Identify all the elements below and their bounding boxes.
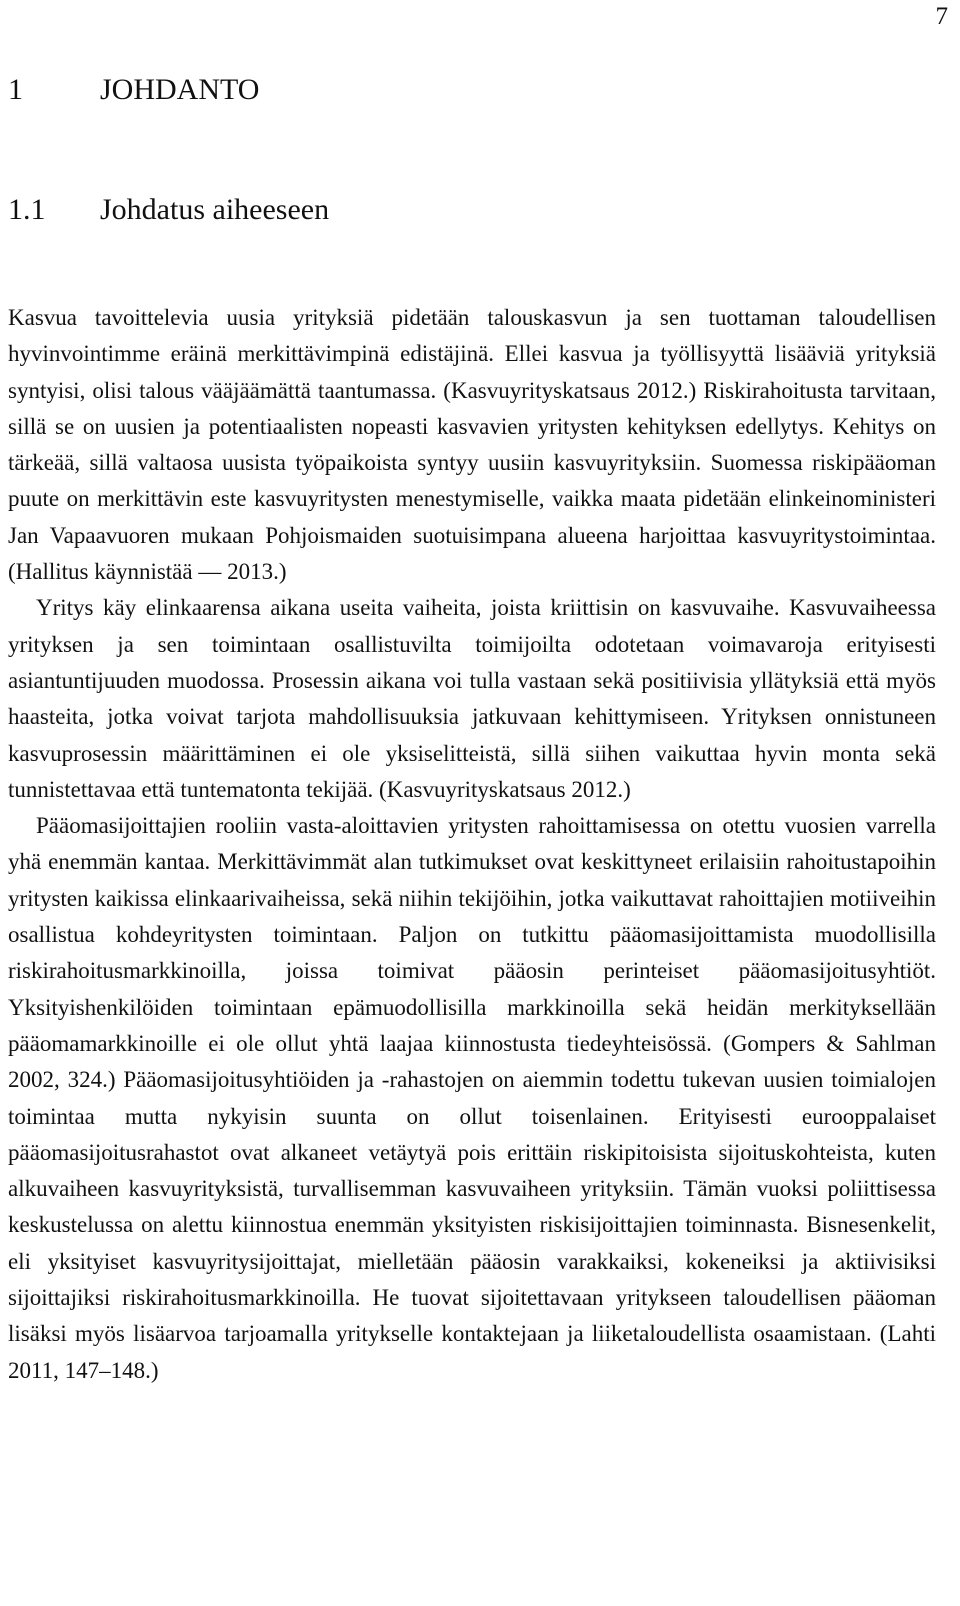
paragraph-2: Yritys käy elinkaarensa aikana useita vaiheita, joista kriittisin on kasvuvaihe. Kasvuvaiheessa yrityksen ja sen toimintaan osallistuvilta toimijoilta odotetaan voimavaroja erityisesti asiantuntijuuden muodossa. Prosessin aikana voi tulla vastaan sekä positiivisia yllätyksiä että myös haasteita, jotka voivat tarjota mahdollisuuksia jatkuvaan kehittymiseen. Yrityksen onnistuneen kasvuprosessin määrittäminen ei ole yksiselitteistä, sillä siihen vaikuttaa hyvin monta sekä tunnistettavaa että tuntematonta tekijää. (Kasvuyrityskatsaus 2012.) bbox=[8, 595, 936, 802]
chapter-number: 1 bbox=[8, 73, 23, 106]
section-heading bbox=[8, 180, 936, 240]
chapter-title: JOHDANTO bbox=[100, 73, 260, 106]
section-title: Johdatus aiheeseen bbox=[100, 193, 330, 226]
paragraph-1: Kasvua tavoittelevia uusia yrityksiä pidetään talouskasvun ja sen tuottaman taloudellisen hyvinvointimme eräinä merkittävimpinä edistäjinä. Ellei kasvua ja työllisyyttä lisääviä yrityksiä syntyisi, olisi talous vääjäämättä taantumassa. (Kasvuyrityskatsaus 2012.) Riskirahoitusta tarvitaan, sillä se on uusien ja potentiaalisten nopeasti kasvavien yritysten kehityksen edellytys. Kehitys on tärkeää, sillä valtaosa uusista työpaikoista syntyy uusiin kasvuyrityksiin. Suomessa riskipääoman puute on merkittävin este kasvuyritysten menestymiselle, vaikka maata pidetään elinkeinoministeri Jan Vapaavuoren mukaan Pohjoismaiden suotuisimpana alueena harjoittaa kasvuyritystoimintaa. (Hallitus käynnistää –– 2013.) bbox=[8, 305, 936, 585]
section-number: 1.1 bbox=[8, 193, 46, 226]
page-content bbox=[8, 60, 936, 1389]
body-text bbox=[8, 300, 936, 1389]
chapter-heading bbox=[8, 60, 936, 120]
paragraph-3: Pääomasijoittajien rooliin vasta-aloittavien yritysten rahoittamisessa on otettu vuosien varrella yhä enemmän kantaa. Merkittävimmät alan tutkimukset ovat keskittyneet erilaisiin rahoitustapoihin yritysten kaikissa elinkaarivaiheissa, sekä niihin tekijöihin, jotka vaikuttavat rahoittajien motiiveihin osallistua kohdeyritysten toimintaan. Paljon on tutkittu pääomasijoittamista muodollisilla riskirahoitusmarkkinoilla, joissa toimivat pääosin perinteiset pääomasijoitusyhtiöt. Yksityishenkilöiden toimintaan epämuodollisilla markkinoilla sekä heidän merkityksellään pääomamarkkinoille ei ole ollut yhtä laajaa kiinnostusta tiedeyhteisössä. (Gompers & Sahlman 2002, 324.) Pääomasijoitusyhtiöiden ja -rahastojen on aiemmin todettu tukevan uusien toimialojen toimintaa mutta nykyisin suunta on ollut toisenlainen. Erityisesti eurooppalaiset pääomasijoitusrahastot ovat alkaneet vetäytyä pois erittäin riskipitoisista sijoituskohteista, kuten alkuvaiheen kasvuyrityksistä, turvallisemman kasvuvaiheen yrityksiin. Tämän vuoksi poliittisessa keskustelussa on alettu kiinnostua enemmän yksityisten riskisijoittajien toiminnasta. Bisnesenkelit, eli yksityiset kasvuyritysijoittajat, mielletään pääosin varakkaiksi, kokeneiksi ja aktiivisiksi sijoittajiksi riskirahoitusmarkkinoilla. He tuovat sijoitettavaan yritykseen taloudellisen pääoman lisäksi myös lisäarvoa tarjoamalla yritykselle kontaktejaan ja liiketaloudellista osaamistaan. (Lahti 2011, 147–148.) bbox=[8, 813, 936, 1383]
page-number: 7 bbox=[935, 3, 948, 30]
